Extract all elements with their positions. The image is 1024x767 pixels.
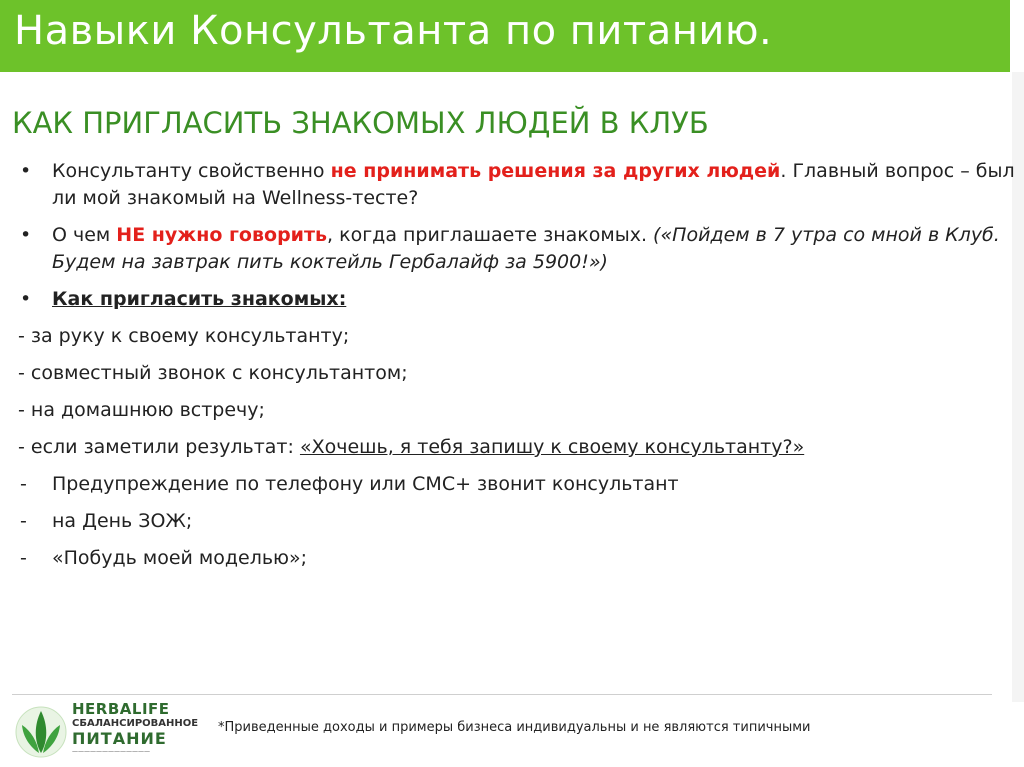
bullet-heading: Как пригласить знакомых: (52, 288, 347, 310)
logo-line-2: СБАЛАНСИРОВАННОЕ (72, 718, 199, 729)
list-item (18, 471, 1018, 498)
footer-disclaimer: *Приведенные доходы и примеры бизнеса индивидуальны и не являются типичными (218, 720, 811, 735)
logo-tagline: ————————————— (72, 748, 150, 755)
list-item: - на домашнюю встречу; (18, 399, 265, 421)
bullet-text: . Главный вопрос – был ли мой знакомый на Wellness-тесте? (52, 160, 1015, 209)
list-marker: - (20, 473, 27, 495)
logo-line-1: HERBALIFE (72, 700, 170, 718)
bullet-highlight: НЕ нужно говорить (116, 224, 328, 246)
page-title: Навыки Консультанта по питанию. (14, 8, 773, 54)
bullet-text: О чем (52, 224, 117, 246)
list-item-text: - если заметили результат: (18, 436, 300, 458)
list-item: - за руку к своему консультанту; (18, 325, 350, 347)
list-item-text: «Побудь моей моделью»; (52, 547, 308, 569)
bullet-marker: • (20, 224, 32, 246)
bullet-highlight: не принимать решения за других людей (330, 160, 781, 182)
bullet-item (18, 158, 1018, 212)
list-item-quote: «Хочешь, я тебя запишу к своему консультанту?» (299, 436, 805, 458)
herbalife-logo (14, 701, 200, 763)
bullet-text: , когда приглашаете знакомых. (327, 224, 654, 246)
list-item-text: на День ЗОЖ; (52, 510, 193, 532)
bullet-item (18, 222, 1018, 276)
bullet-item (18, 286, 1018, 313)
list-item (18, 508, 1018, 535)
list-item (18, 545, 1018, 572)
footer-divider (12, 694, 992, 695)
section-subtitle: КАК ПРИГЛАСИТЬ ЗНАКОМЫХ ЛЮДЕЙ В КЛУБ (12, 106, 709, 140)
slide-content (18, 158, 1018, 582)
list-marker: - (20, 510, 27, 532)
list-item (18, 434, 1018, 461)
logo-wordmark (72, 701, 198, 756)
logo-line-3: ПИТАНИЕ (72, 729, 167, 748)
bullet-text: Консультанту свойственно (52, 160, 331, 182)
bullet-example-quote: («Пойдем в 7 утра со мной в Клуб. Будем на завтрак пить коктейль Гербалайф за 5900!») (52, 224, 1000, 273)
list-item-text: Предупреждение по телефону или СМС+ звонит консультант (52, 473, 679, 495)
list-marker: - (20, 547, 27, 569)
list-item: - совместный звонок с консультантом; (18, 362, 408, 384)
herbalife-leaf-icon (14, 701, 68, 763)
title-bar (0, 0, 1010, 72)
bullet-marker: • (20, 160, 32, 182)
bullet-marker: • (20, 288, 32, 310)
